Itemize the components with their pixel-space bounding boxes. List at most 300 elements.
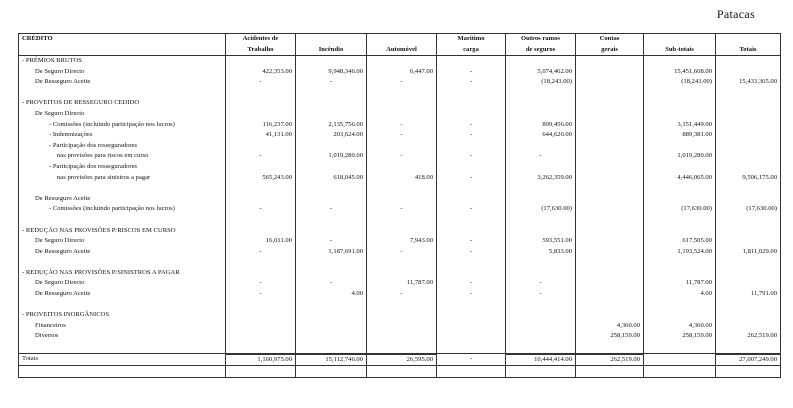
table-cell [367, 141, 437, 152]
spacer-cell [226, 300, 296, 311]
table-cell [716, 141, 781, 152]
table-cell [506, 56, 576, 67]
spacer-cell [716, 183, 781, 194]
table-cell: 262,519.00 [716, 331, 781, 342]
table-cell: 1,193,524.00 [644, 247, 716, 258]
table-cell [367, 194, 437, 205]
credit-table [18, 33, 781, 378]
table-cell: 6,447.00 [367, 67, 437, 78]
header-automovel: Automóvel [367, 45, 437, 56]
table-cell: 899,456.00 [506, 120, 576, 131]
table-cell [226, 194, 296, 205]
table-cell [716, 310, 781, 321]
row-label: De Resseguro Aceite [19, 77, 226, 88]
table-cell [226, 321, 296, 332]
table-cell: - [506, 289, 576, 300]
table-cell [437, 226, 506, 237]
table-cell: - [226, 77, 296, 88]
table-row [19, 162, 781, 173]
spacer-cell [716, 300, 781, 311]
section-row [19, 56, 781, 67]
table-cell: - [367, 77, 437, 88]
table-cell: 116,237.00 [226, 120, 296, 131]
table-cell: 5,074,462.00 [506, 67, 576, 78]
table-cell: 418.00 [367, 173, 437, 184]
table-cell [576, 120, 644, 131]
table-cell: (17,630.00) [644, 204, 716, 215]
table-cell [296, 226, 367, 237]
spacer-cell [576, 257, 644, 268]
row-label: - Indemnizações [19, 130, 226, 141]
spacer-cell [367, 183, 437, 194]
table-cell: 1,019,280.00 [296, 151, 367, 162]
table-cell: - [437, 236, 506, 247]
table-cell [644, 162, 716, 173]
table-row [19, 173, 781, 184]
table-row [19, 194, 781, 205]
table-cell [644, 268, 716, 279]
table-cell [576, 289, 644, 300]
table-cell [226, 98, 296, 109]
header-credito: CRÉDITO [19, 34, 226, 45]
table-cell [437, 109, 506, 120]
table-cell [296, 268, 367, 279]
table-cell [226, 141, 296, 152]
spacer-cell [716, 342, 781, 354]
section-label: - PRÉMIOS BRUTOS [19, 56, 226, 67]
table-cell [644, 98, 716, 109]
spacer-row [19, 183, 781, 194]
spacer-cell [506, 88, 576, 99]
row-label: De Seguro Directo [19, 236, 226, 247]
spacer-cell [506, 183, 576, 194]
table-cell: 889,381.00 [644, 130, 716, 141]
table-cell [437, 321, 506, 332]
header-acidentes-2: Trabalho [226, 45, 296, 56]
spacer-row [19, 215, 781, 226]
totals-cell: 262,519.00 [576, 354, 644, 366]
table-cell [716, 194, 781, 205]
totals-cell: 27,007,249.00 [716, 354, 781, 366]
table-cell: 203,624.00 [296, 130, 367, 141]
table-cell [576, 141, 644, 152]
header-totais: Totais [716, 45, 781, 56]
table-row [19, 120, 781, 131]
spacer-cell [226, 183, 296, 194]
table-cell: - [437, 67, 506, 78]
spacer-cell [437, 257, 506, 268]
table-cell: 644,626.00 [506, 130, 576, 141]
table-cell [296, 56, 367, 67]
header-outros-2: de seguros [506, 45, 576, 56]
spacer-cell [716, 257, 781, 268]
spacer-cell [19, 88, 226, 99]
table-cell [576, 98, 644, 109]
table-cell: - [226, 204, 296, 215]
spacer-cell [576, 366, 644, 378]
table-row [19, 331, 781, 342]
totals-cell: 26,595.00 [367, 354, 437, 366]
table-row [19, 67, 781, 78]
spacer-row [19, 88, 781, 99]
spacer-cell [716, 88, 781, 99]
row-label: De Seguro Directo [19, 67, 226, 78]
table-cell [367, 109, 437, 120]
spacer-cell [716, 215, 781, 226]
spacer-cell [506, 366, 576, 378]
table-cell [576, 310, 644, 321]
table-cell [576, 56, 644, 67]
table-cell [644, 109, 716, 120]
spacer-cell [19, 342, 226, 354]
spacer-cell [226, 215, 296, 226]
table-cell [367, 331, 437, 342]
table-cell: - [437, 130, 506, 141]
table-cell: 9,948,346.00 [296, 67, 367, 78]
table-cell [506, 141, 576, 152]
table-cell [367, 268, 437, 279]
table-cell [437, 98, 506, 109]
header-maritimo: Marítimo [437, 34, 506, 45]
header-maritimo-2: carga [437, 45, 506, 56]
table-cell: 565,243.00 [226, 173, 296, 184]
table-cell [644, 194, 716, 205]
table-cell [296, 310, 367, 321]
table-row [19, 77, 781, 88]
table-cell: - [296, 77, 367, 88]
table-cell [226, 331, 296, 342]
spacer-cell [576, 300, 644, 311]
table-cell: (18,243.00) [506, 77, 576, 88]
row-label: De Resseguro Aceite [19, 247, 226, 258]
table-cell: 4.00 [644, 289, 716, 300]
table-cell: (18,243.00) [644, 77, 716, 88]
table-cell [437, 141, 506, 152]
table-cell [226, 226, 296, 237]
spacer-cell [226, 342, 296, 354]
section-label: - PROVEITOS INORGÂNICOS [19, 310, 226, 321]
table-cell [576, 226, 644, 237]
table-cell [226, 56, 296, 67]
spacer-cell [367, 215, 437, 226]
totals-cell [644, 354, 716, 366]
table-cell [716, 236, 781, 247]
section-row [19, 98, 781, 109]
table-cell: - [437, 289, 506, 300]
table-cell [644, 56, 716, 67]
table-cell [576, 130, 644, 141]
row-label: Financeiros [19, 321, 226, 332]
totals-cell: 15,112,746.00 [296, 354, 367, 366]
table-cell: 4,360.00 [644, 321, 716, 332]
table-cell [506, 194, 576, 205]
table-cell [644, 141, 716, 152]
table-cell: 11,787.00 [367, 278, 437, 289]
spacer-cell [644, 257, 716, 268]
totals-label: Totais [19, 354, 226, 366]
table-cell [576, 236, 644, 247]
spacer-cell [506, 300, 576, 311]
table-cell: 3,151,449.00 [644, 120, 716, 131]
header-automovel-spacer [367, 34, 437, 45]
totals-cell: 1,160,975.00 [226, 354, 296, 366]
table-cell [367, 98, 437, 109]
table-cell: - [367, 151, 437, 162]
table-cell [576, 109, 644, 120]
table-cell [296, 331, 367, 342]
table-cell [716, 321, 781, 332]
table-cell [367, 310, 437, 321]
table-cell: 9,506,175.00 [716, 173, 781, 184]
table-cell [506, 321, 576, 332]
table-cell [437, 56, 506, 67]
spacer-cell [226, 366, 296, 378]
table-cell [716, 268, 781, 279]
table-cell: - [437, 204, 506, 215]
table-cell: 15,451,608.00 [644, 67, 716, 78]
table-cell: 5,833.00 [506, 247, 576, 258]
header-outros: Outros ramos [506, 34, 576, 45]
table-cell [716, 278, 781, 289]
spacer-cell [296, 366, 367, 378]
table-cell: - [367, 204, 437, 215]
table-cell [576, 67, 644, 78]
table-cell: - [437, 151, 506, 162]
table-row [19, 130, 781, 141]
table-cell [367, 162, 437, 173]
table-cell [296, 141, 367, 152]
table-cell: - [437, 173, 506, 184]
table-cell [716, 109, 781, 120]
table-cell [506, 331, 576, 342]
table-cell [296, 321, 367, 332]
spacer-cell [367, 366, 437, 378]
spacer-cell [644, 88, 716, 99]
table-cell [506, 98, 576, 109]
spacer-cell [296, 215, 367, 226]
spacer-cell [19, 300, 226, 311]
table-cell: 2,135,756.00 [296, 120, 367, 131]
spacer-cell [437, 215, 506, 226]
table-cell [576, 247, 644, 258]
spacer-cell [437, 300, 506, 311]
table-cell [506, 268, 576, 279]
table-cell: 1,811,029.00 [716, 247, 781, 258]
spacer-row [19, 300, 781, 311]
table-cell [367, 226, 437, 237]
table-cell [716, 151, 781, 162]
row-label: nas provisões para sinistros a pagar [19, 173, 226, 184]
spacer-cell [367, 342, 437, 354]
closing-row [19, 366, 781, 378]
table-row [19, 321, 781, 332]
table-cell [716, 56, 781, 67]
spacer-cell [19, 257, 226, 268]
header-totais-spacer [716, 34, 781, 45]
spacer-cell [296, 88, 367, 99]
spacer-row [19, 257, 781, 268]
table-cell [576, 268, 644, 279]
spacer-cell [644, 342, 716, 354]
spacer-cell [226, 257, 296, 268]
spacer-cell [716, 366, 781, 378]
table-cell [226, 162, 296, 173]
table-cell: 3,262,359.00 [506, 173, 576, 184]
table-row [19, 151, 781, 162]
spacer-cell [437, 183, 506, 194]
table-cell [576, 194, 644, 205]
ledger-body [19, 56, 781, 378]
header-incendio-spacer [296, 34, 367, 45]
table-cell: 4,360.00 [576, 321, 644, 332]
spacer-cell [19, 366, 226, 378]
spacer-cell [437, 366, 506, 378]
table-cell: (17,630.00) [716, 204, 781, 215]
table-cell: 422,353.00 [226, 67, 296, 78]
table-cell: 4.00 [296, 289, 367, 300]
table-cell [296, 98, 367, 109]
table-cell [437, 162, 506, 173]
table-cell: (17,630.00) [506, 204, 576, 215]
section-label: - PROVEITOS DE RESSEGURO CEDIDO [19, 98, 226, 109]
table-cell: - [296, 278, 367, 289]
table-cell: - [437, 120, 506, 131]
spacer-cell [296, 342, 367, 354]
section-row [19, 310, 781, 321]
table-cell: - [367, 289, 437, 300]
row-label: De Resseguro Aceite [19, 289, 226, 300]
table-cell [576, 77, 644, 88]
totals-row [19, 354, 781, 366]
row-label: - Participação dos resseguradores [19, 162, 226, 173]
spacer-cell [506, 257, 576, 268]
table-row [19, 289, 781, 300]
table-cell: 1,187,691.00 [296, 247, 367, 258]
spacer-cell [576, 183, 644, 194]
table-cell [226, 268, 296, 279]
table-row [19, 247, 781, 258]
table-cell [296, 194, 367, 205]
table-cell: - [506, 151, 576, 162]
table-cell: - [506, 278, 576, 289]
table-cell: 258,159.00 [576, 331, 644, 342]
table-cell [437, 268, 506, 279]
spacer-cell [367, 257, 437, 268]
row-label: - Comissões (incluindo participação nos lucros) [19, 120, 226, 131]
table-cell: 618,045.00 [296, 173, 367, 184]
table-cell [226, 109, 296, 120]
table-cell: 4,446,065.00 [644, 173, 716, 184]
spacer-cell [296, 300, 367, 311]
table-cell: 41,131.00 [226, 130, 296, 141]
section-label: - REDUÇÃO NAS PROVISÕES P/RISCOS EM CURSO [19, 226, 226, 237]
spacer-cell [644, 300, 716, 311]
row-label: - Comissões (incluindo participação nos lucros) [19, 204, 226, 215]
table-cell [576, 278, 644, 289]
table-cell [506, 109, 576, 120]
spacer-cell [644, 183, 716, 194]
header-contas-2: gerais [576, 45, 644, 56]
table-cell: - [367, 247, 437, 258]
table-cell [576, 204, 644, 215]
table-cell [716, 120, 781, 131]
table-cell [437, 194, 506, 205]
spacer-cell [576, 342, 644, 354]
table-cell [437, 310, 506, 321]
table-cell [716, 130, 781, 141]
spacer-cell [367, 88, 437, 99]
spacer-cell [576, 88, 644, 99]
table-cell: - [437, 278, 506, 289]
table-cell [644, 310, 716, 321]
table-cell [506, 162, 576, 173]
table-cell: - [296, 236, 367, 247]
table-cell: - [367, 120, 437, 131]
spacer-cell [644, 215, 716, 226]
table-cell: - [437, 77, 506, 88]
table-cell [576, 162, 644, 173]
table-cell [296, 162, 367, 173]
row-label: - Participação dos resseguradores [19, 141, 226, 152]
table-cell: 1,019,280.00 [644, 151, 716, 162]
row-label: Diversos [19, 331, 226, 342]
spacer-cell [19, 183, 226, 194]
table-row [19, 204, 781, 215]
currency-label: Patacas [716, 7, 755, 21]
table-cell [437, 331, 506, 342]
table-row [19, 109, 781, 120]
table-cell [716, 98, 781, 109]
table-cell: 11,791.00 [716, 289, 781, 300]
table-cell: - [367, 130, 437, 141]
table-cell: 11,787.00 [644, 278, 716, 289]
table-cell [226, 310, 296, 321]
table-cell [576, 173, 644, 184]
row-label: De Resseguro Aceite [19, 194, 226, 205]
table-cell: - [226, 247, 296, 258]
row-label: De Seguro Directo [19, 278, 226, 289]
table-cell: - [226, 289, 296, 300]
table-cell [644, 226, 716, 237]
table-row [19, 278, 781, 289]
table-cell: - [437, 247, 506, 258]
table-cell: - [226, 151, 296, 162]
table-cell [296, 109, 367, 120]
header-acidentes: Acidentes de [226, 34, 296, 45]
table-cell [716, 67, 781, 78]
table-cell [367, 56, 437, 67]
spacer-cell [296, 183, 367, 194]
table-cell: - [296, 204, 367, 215]
section-label: - REDUÇÃO NAS PROVISÕES P/SINISTROS A PAGAR [19, 268, 226, 279]
table-cell [367, 321, 437, 332]
header-subtotais-spacer [644, 34, 716, 45]
row-label: De Seguro Directo [19, 109, 226, 120]
spacer-cell [437, 342, 506, 354]
row-label: nas provisões para riscos em curso [19, 151, 226, 162]
table-cell [506, 310, 576, 321]
table-cell [506, 226, 576, 237]
table-cell: 258,159.00 [644, 331, 716, 342]
table-cell [576, 151, 644, 162]
table-cell: 16,011.00 [226, 236, 296, 247]
totals-cell: 10,444,414.00 [506, 354, 576, 366]
table-row [19, 141, 781, 152]
spacer-cell [576, 215, 644, 226]
spacer-cell [367, 300, 437, 311]
totals-cell: - [437, 354, 506, 366]
table-cell: 593,551.00 [506, 236, 576, 247]
